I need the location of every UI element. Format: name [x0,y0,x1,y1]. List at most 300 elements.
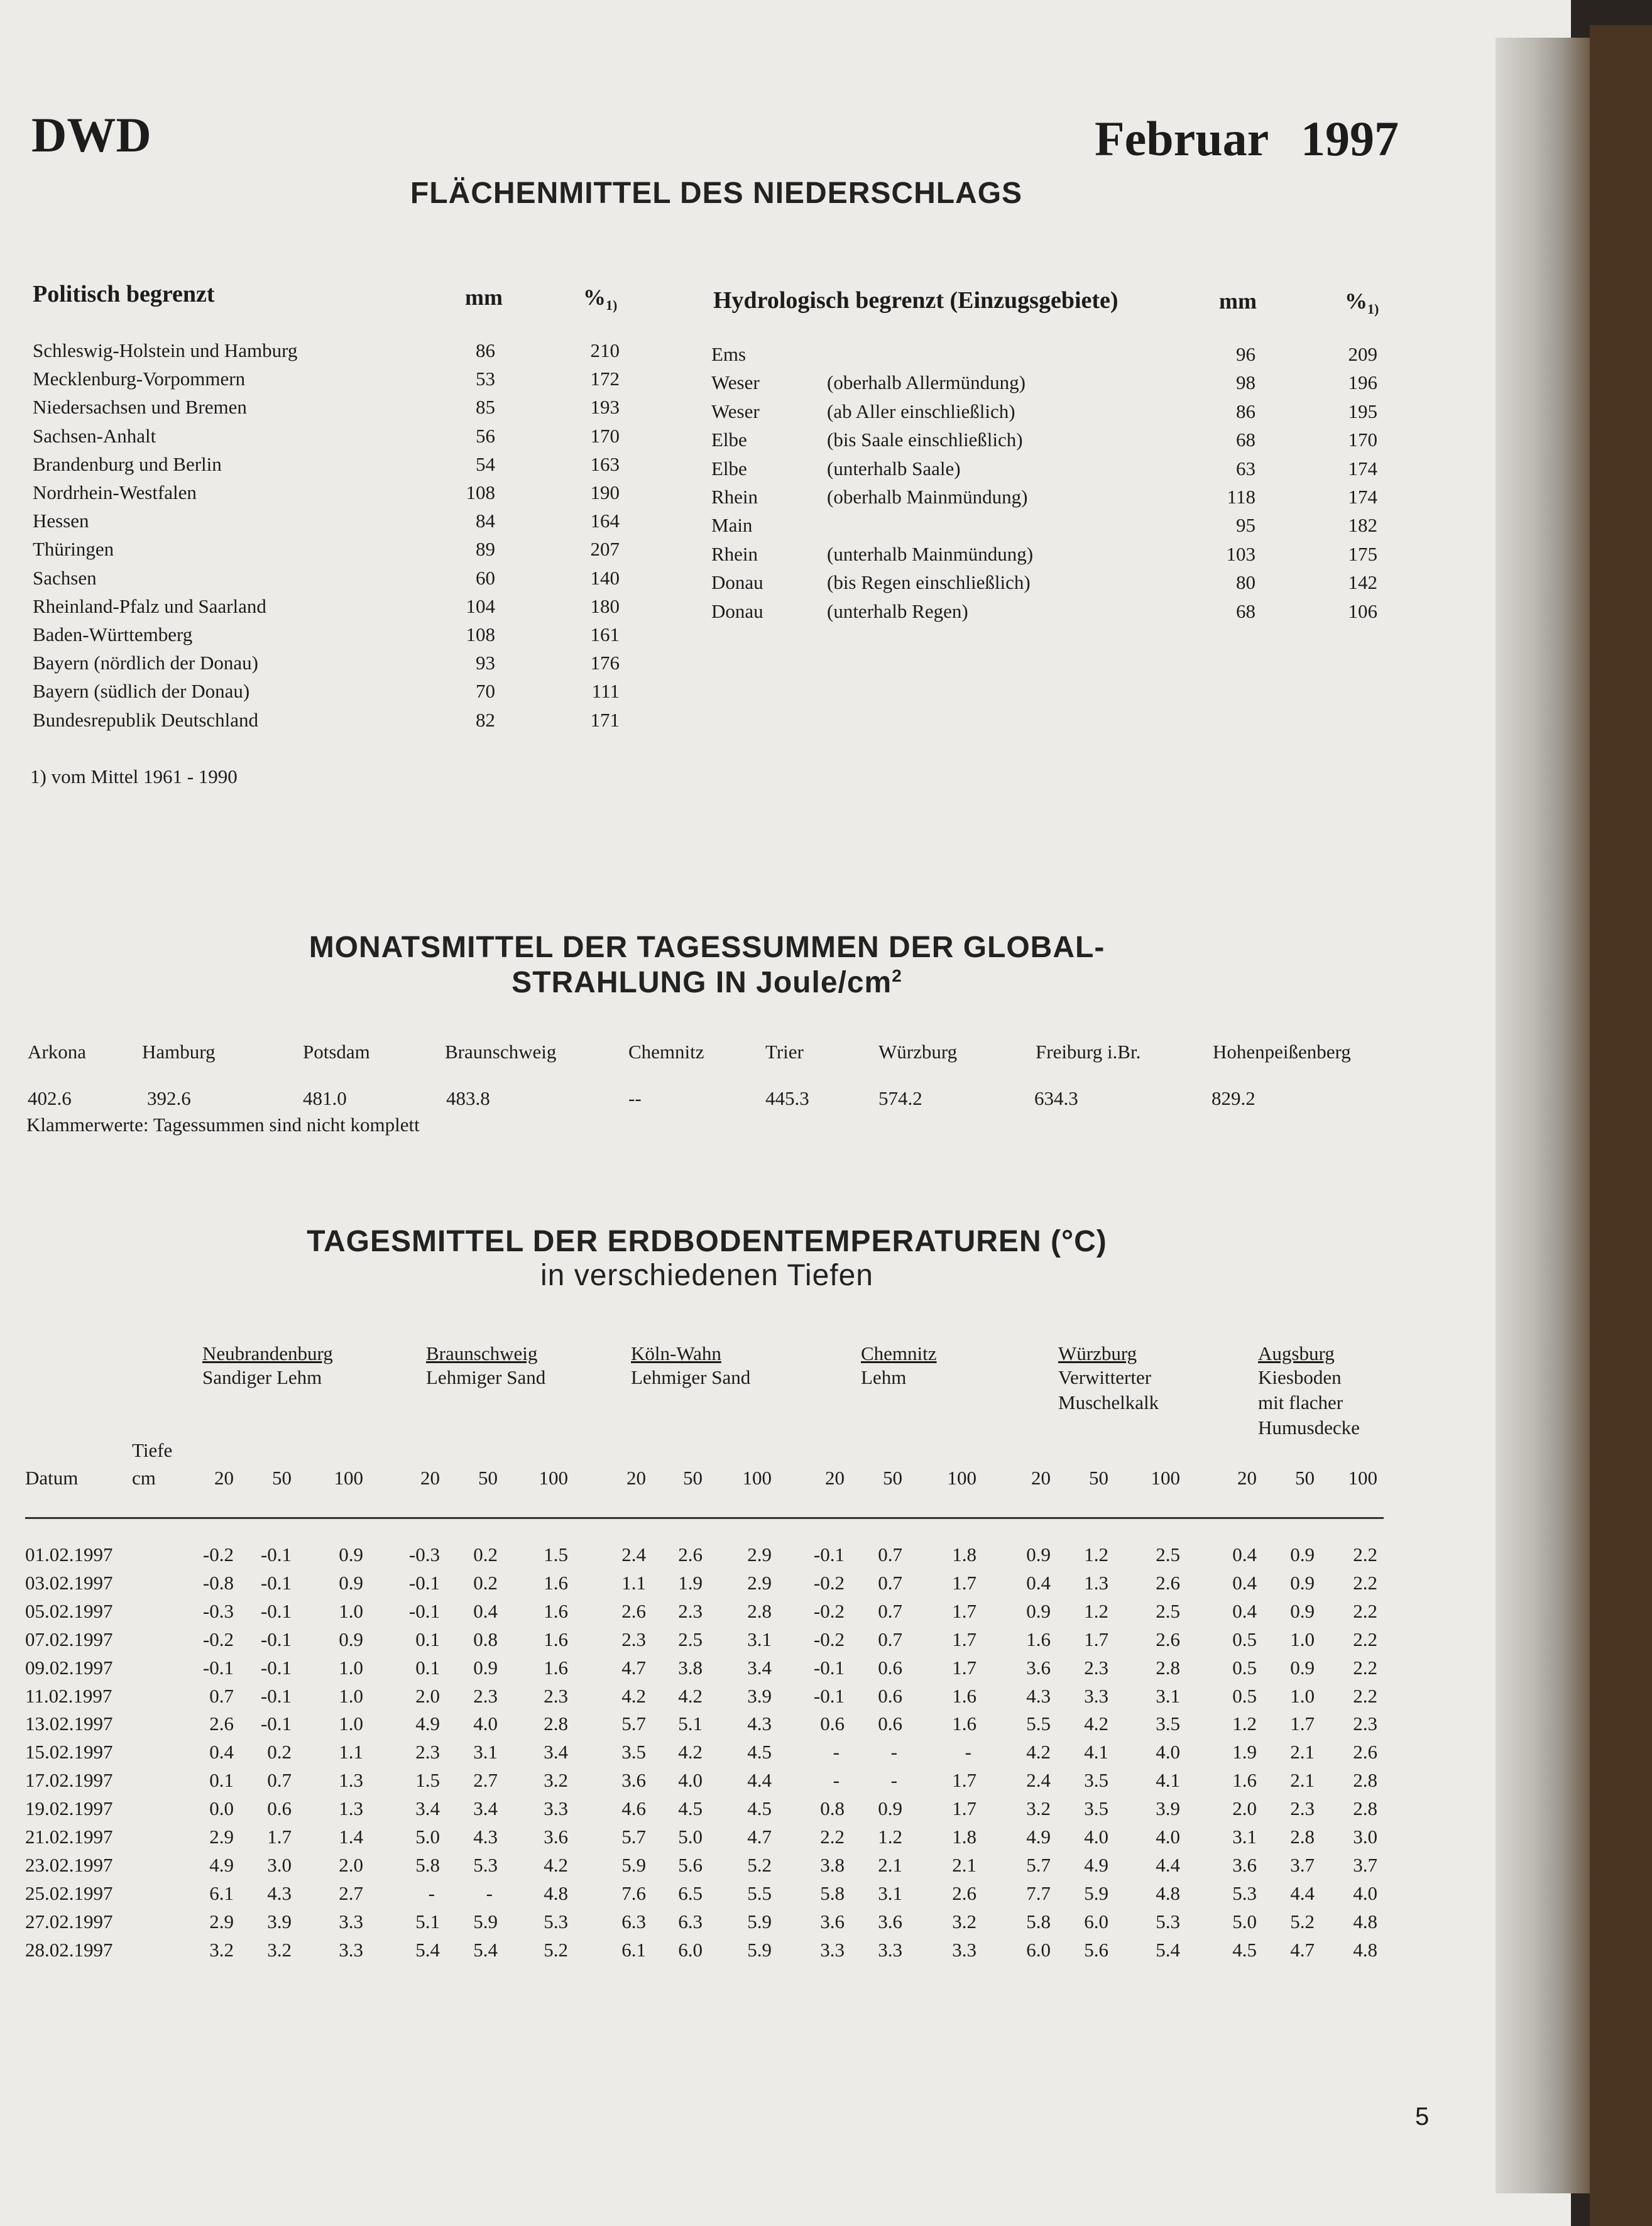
soil-temp-cell: 2.4 [621,1543,646,1565]
political-region: Schleswig-Holstein und Hamburg [33,339,298,361]
soil-date: 11.02.1997 [25,1684,112,1707]
soil-date: 27.02.1997 [25,1910,113,1933]
political-header: Politisch begrenzt [33,281,215,307]
soil-temp-cell: -0.1 [260,1684,292,1707]
political-mm: 108 [466,481,495,503]
soil-temp-cell: 3.4 [544,1741,568,1763]
hydro-mm: 95 [1236,514,1255,537]
soil-temp-cell: 4.2 [678,1684,703,1707]
soil-temp-cell: 2.7 [339,1882,363,1904]
soil-temp-cell: 2.2 [1353,1543,1377,1565]
soil-temp-cell: - [428,1882,435,1904]
soil-temp-cell: 3.7 [1353,1853,1377,1876]
soil-temp-cell: 1.7 [1084,1628,1108,1650]
soil-temp-cell: 1.6 [544,1599,568,1622]
soil-type: Muschelkalk [1058,1391,1159,1413]
soil-temp-cell: -0.1 [260,1656,292,1679]
political-pct: 176 [590,652,620,674]
soil-temp-cell: 2.3 [544,1684,568,1707]
depth-header: 50 [1089,1467,1108,1489]
soil-temp-cell: 3.2 [544,1769,568,1792]
soil-temp-cell: 4.7 [1290,1938,1315,1961]
soil-temp-cell: 0.9 [1290,1543,1315,1565]
soil-temp-cell: -0.1 [260,1571,292,1594]
global-station: Chemnitz [628,1041,704,1063]
soil-temp-cell: -0.2 [202,1543,234,1565]
hydro-mm: 98 [1236,371,1255,394]
soil-temp-cell: 0.1 [209,1769,234,1792]
soil-temp-cell: 2.8 [1156,1656,1180,1679]
hydro-mm: 68 [1236,600,1255,622]
soil-temp-cell: 6.1 [209,1882,234,1904]
soil-temp-cell: 2.8 [747,1599,772,1622]
soil-type: Kiesboden [1258,1366,1342,1388]
soil-temp-cell: 3.1 [1232,1826,1257,1848]
soil-temp-cell: 0.4 [209,1741,234,1763]
soil-temp-cell: 4.2 [678,1741,703,1763]
soil-temp-cell: 4.4 [1156,1853,1180,1876]
soil-temp-cell: 5.6 [678,1853,703,1876]
soil-temp-cell: 2.3 [1084,1656,1108,1679]
soil-temp-cell: 4.0 [678,1769,703,1792]
hydro-pct-header: $\%_{1)}$ [1345,288,1379,317]
soil-temp-cell: -0.1 [813,1543,845,1565]
soil-temp-cell: 3.9 [747,1684,772,1707]
soil-temp-cell: 2.3 [473,1684,498,1707]
global-value: -- [628,1087,642,1109]
soil-temp-cell: 1.1 [621,1571,646,1594]
political-pct: 161 [590,623,620,645]
political-pct: 111 [591,680,620,703]
political-mm: 54 [476,452,495,475]
soil-station-name: Würzburg [1058,1342,1137,1364]
soil-temp-cell: 5.1 [678,1713,703,1735]
political-mm: 82 [476,708,495,731]
soil-temp-cell: 5.3 [544,1910,568,1933]
depth-header: 50 [1295,1467,1315,1489]
political-mm: 108 [466,623,495,645]
niederschlag-title: FLÄCHENMITTEL DES NIEDERSCHLAGS [410,177,1023,210]
soil-temp-cell: 4.3 [473,1826,498,1848]
hydro-desc: (oberhalb Allermündung) [827,371,1026,394]
soil-temp-cell: 6.5 [678,1882,703,1904]
political-mm: 104 [466,595,495,617]
global-value: 574.2 [878,1087,922,1109]
soil-temp-cell: 0.9 [1026,1599,1051,1622]
soil-temp-cell: - [890,1741,897,1763]
hydro-desc: (unterhalb Saale) [827,457,961,480]
soil-temp-cell: 2.5 [1156,1543,1180,1565]
political-pct: 180 [590,595,620,617]
soil-temp-cell: 3.3 [820,1938,845,1961]
soil-temp-cell: 3.3 [952,1938,976,1961]
global-title-line2: STRAHLUNG IN Joule/$cm^2$ [511,966,902,999]
soil-temp-cell: 4.0 [1084,1826,1108,1848]
soil-temp-cell: 7.6 [621,1882,646,1904]
soil-temp-cell: 1.7 [267,1826,292,1848]
soil-temp-cell: 4.7 [621,1656,646,1679]
soil-temp-cell: 4.5 [678,1797,703,1820]
hydro-pct: 174 [1348,457,1377,480]
global-value: 481.0 [303,1087,347,1109]
hydro-pct: 209 [1348,343,1377,365]
soil-temp-cell: 5.7 [621,1826,646,1848]
header-dwd: DWD [31,107,151,162]
political-pct: 140 [590,566,620,589]
hydro-pct: 196 [1348,371,1377,394]
soil-temp-cell: 2.2 [1353,1571,1377,1594]
soil-temp-cell: 5.0 [1232,1910,1257,1933]
depth-header: 100 [334,1467,363,1489]
soil-date: 07.02.1997 [25,1628,113,1650]
soil-temp-cell: 0.6 [878,1684,902,1707]
soil-temp-cell: 1.6 [544,1656,568,1679]
soil-temp-cell: - [486,1882,493,1904]
soil-temp-cell: 0.9 [339,1628,363,1650]
soil-temp-cell: 4.2 [621,1684,646,1707]
soil-temp-cell: 0.7 [267,1769,292,1792]
soil-temp-cell: 1.1 [339,1741,363,1763]
soil-temp-cell: 3.1 [1156,1684,1180,1707]
soil-temp-cell: 2.6 [621,1599,646,1622]
soil-temp-cell: -0.1 [202,1656,234,1679]
soil-temp-cell: 1.7 [952,1656,976,1679]
soil-temp-cell: 3.6 [820,1910,845,1933]
soil-temp-cell: 0.9 [1290,1656,1315,1679]
soil-station-name: Chemnitz [861,1342,937,1364]
soil-temp-cell: 0.4 [1026,1571,1051,1594]
soil-temp-cell: 2.2 [1353,1599,1377,1622]
soil-temp-cell: 1.5 [415,1769,440,1792]
soil-temp-cell: 1.6 [952,1713,976,1735]
soil-temp-cell: 2.2 [1353,1628,1377,1650]
soil-temp-cell: 2.1 [952,1853,976,1876]
depth-header: 20 [1237,1467,1257,1489]
hydro-mm: 118 [1227,486,1255,508]
soil-temp-cell: 2.8 [544,1713,568,1735]
soil-temp-cell: 5.6 [1084,1938,1108,1961]
political-mm: 70 [476,680,495,703]
hydro-mm: 80 [1236,571,1255,594]
soil-type: Lehmiger Sand [631,1366,751,1388]
global-value: 445.3 [765,1087,809,1109]
soil-temp-cell: 1.3 [1084,1571,1108,1594]
soil-temp-cell: 2.9 [209,1826,234,1848]
global-value: 483.8 [446,1087,490,1109]
soil-temp-cell: 3.3 [339,1938,363,1961]
soil-temp-cell: 4.9 [209,1853,234,1876]
soil-temp-cell: 3.6 [544,1826,568,1848]
depth-header: 100 [1151,1467,1180,1489]
hydro-desc: (ab Aller einschließlich) [827,400,1015,422]
niederschlag-footnote: 1) vom Mittel 1961 - 1990 [30,765,238,787]
global-station: Braunschweig [445,1041,557,1063]
soil-temp-cell: 0.9 [1026,1543,1051,1565]
soil-temp-cell: 5.5 [1026,1713,1051,1735]
soil-temp-cell: 2.3 [621,1628,646,1650]
soil-temp-cell: 1.7 [952,1797,976,1820]
political-pct: 171 [590,708,620,731]
soil-temp-cell: 6.0 [1026,1938,1051,1961]
political-pct: 163 [590,452,620,475]
political-mm-header: mm [465,285,503,310]
soil-temp-cell: 5.8 [1026,1910,1051,1933]
soil-temp-cell: 2.4 [1026,1769,1051,1792]
depth-header: 50 [683,1467,703,1489]
soil-temp-cell: - [833,1769,840,1792]
soil-temp-cell: 0.9 [339,1571,363,1594]
hydro-header: Hydrologisch begrenzt (Einzugsgebiete) [713,287,1119,314]
soil-temp-cell: 5.7 [621,1713,646,1735]
political-region: Bayern (nördlich der Donau) [33,652,258,674]
soil-temp-cell: 0.9 [878,1797,902,1820]
soil-temp-cell: 3.6 [1026,1656,1051,1679]
soil-temp-cell: -0.1 [260,1543,292,1565]
header-month: Februar [1095,111,1269,166]
soil-temp-cell: 4.6 [621,1797,646,1820]
soil-temp-cell: 5.8 [415,1853,440,1876]
political-pct: 164 [590,510,620,532]
political-region: Bayern (südlich der Donau) [33,680,250,703]
soil-temp-cell: 2.2 [1353,1684,1377,1707]
soil-date: 23.02.1997 [25,1853,113,1876]
soil-temp-cell: 0.1 [415,1656,440,1679]
political-pct: 172 [590,368,620,390]
soil-temp-cell: 5.0 [678,1826,703,1848]
global-station: Arkona [28,1041,86,1063]
global-station: Trier [765,1041,804,1063]
soil-temp-cell: -0.1 [260,1628,292,1650]
soil-temp-cell: -0.1 [260,1599,292,1622]
soil-temp-cell: 0.5 [1232,1628,1257,1650]
hydro-pct: 175 [1348,542,1377,565]
soil-temp-cell: 4.4 [747,1769,772,1792]
soil-temp-cell: 2.2 [820,1826,845,1848]
political-mm: 93 [476,652,495,674]
political-mm: 56 [476,424,495,447]
soil-temp-cell: 3.1 [747,1628,772,1650]
soil-temp-cell: 4.2 [544,1853,568,1876]
soil-temp-cell: - [965,1741,971,1763]
hydro-desc: (oberhalb Mainmündung) [827,486,1028,508]
soil-temp-cell: 3.9 [1156,1797,1180,1820]
soil-temp-cell: 2.8 [1290,1826,1315,1848]
soil-temp-cell: 1.0 [1290,1628,1315,1650]
soil-temp-cell: 3.7 [1290,1853,1315,1876]
header-year: 1997 [1301,111,1399,166]
soil-temp-cell: 1.9 [1232,1741,1257,1763]
global-title-line1: MONATSMITTEL DER TAGESSUMMEN DER GLOBAL- [309,931,1105,964]
hydro-river: Elbe [711,429,747,451]
soil-temp-cell: -0.1 [408,1599,440,1622]
soil-temp-cell: - [890,1769,897,1792]
soil-temp-cell: 3.2 [1026,1797,1051,1820]
soil-temp-cell: 1.9 [678,1571,703,1594]
hydro-river: Donau [711,600,763,622]
hydro-desc: (unterhalb Regen) [827,600,968,622]
soil-temp-cell: 5.3 [473,1853,498,1876]
soil-temp-cell: 1.7 [952,1599,976,1622]
soil-temp-cell: -0.1 [813,1684,845,1707]
hydro-pct: 182 [1348,514,1377,537]
hydro-pct: 174 [1348,486,1377,508]
soil-temp-cell: 2.2 [1353,1656,1377,1679]
soil-temp-cell: 5.7 [1026,1853,1051,1876]
soil-temp-cell: -0.1 [260,1713,292,1735]
global-value: 829.2 [1212,1087,1255,1109]
soil-temp-cell: 6.0 [1084,1910,1108,1933]
soil-temp-cell: 2.3 [1290,1797,1315,1820]
depth-header: 50 [272,1467,292,1489]
soil-temp-cell: 5.2 [747,1853,772,1876]
soil-temp-cell: 5.2 [544,1938,568,1961]
hydro-desc: (unterhalb Mainmündung) [827,542,1034,565]
soil-temp-cell: 3.8 [678,1656,703,1679]
political-region: Nordrhein-Westfalen [33,481,197,503]
soil-temp-cell: 2.0 [415,1684,440,1707]
political-region: Hessen [33,510,89,532]
soil-temp-cell: 3.5 [1084,1769,1108,1792]
soil-temp-cell: 0.1 [415,1628,440,1650]
soil-temp-cell: -0.2 [813,1599,845,1622]
soil-temp-cell: 5.4 [415,1938,440,1961]
political-pct: 193 [590,396,620,419]
soil-temp-cell: 1.2 [1084,1543,1108,1565]
soil-type: Sandiger Lehm [202,1366,322,1388]
soil-temp-cell: 4.5 [747,1797,772,1820]
soil-temp-cell: 3.4 [473,1797,498,1820]
hydro-river: Rhein [711,542,758,565]
soil-type: Lehmiger Sand [426,1366,546,1388]
political-region: Brandenburg und Berlin [33,452,222,475]
political-region: Thüringen [33,538,114,561]
soil-temp-cell: 0.9 [1290,1599,1315,1622]
soil-date: 19.02.1997 [25,1797,113,1820]
soil-temp-cell: 4.8 [1353,1938,1377,1961]
soil-temp-cell: 1.8 [952,1826,976,1848]
soil-temp-cell: 4.3 [1026,1684,1051,1707]
soil-station-name: Augsburg [1258,1342,1335,1364]
soil-temp-cell: 0.4 [1232,1571,1257,1594]
soil-temp-cell: 6.0 [678,1938,703,1961]
soil-temp-cell: 0.7 [878,1571,902,1594]
soil-temp-cell: 1.2 [1084,1599,1108,1622]
soil-temp-cell: 4.2 [1026,1741,1051,1763]
soil-temp-cell: 0.9 [1290,1571,1315,1594]
soil-temp-cell: 5.9 [747,1938,772,1961]
depth-header: 100 [1348,1467,1377,1489]
soil-temp-cell: 1.6 [544,1571,568,1594]
soil-temp-cell: 4.9 [1026,1826,1051,1848]
soil-date: 28.02.1997 [25,1938,113,1961]
soil-temp-cell: 4.0 [1156,1826,1180,1848]
soil-temp-cell: 5.1 [415,1910,440,1933]
soil-temp-cell: 3.5 [621,1741,646,1763]
soil-date: 21.02.1997 [25,1826,113,1848]
soil-temp-cell: 5.2 [1290,1910,1315,1933]
soil-temp-cell: 1.7 [952,1628,976,1650]
soil-temp-cell: 1.6 [1232,1769,1257,1792]
political-mm: 60 [476,566,495,589]
soil-temp-cell: 2.6 [1353,1741,1377,1763]
soil-temp-cell: 2.6 [1156,1628,1180,1650]
soil-temp-cell: 2.5 [1156,1599,1180,1622]
soil-temp-cell: 4.8 [544,1882,568,1904]
political-region: Bundesrepublik Deutschland [33,708,259,731]
soil-temp-cell: 4.2 [1084,1713,1108,1735]
soil-temp-cell: 2.3 [678,1599,703,1622]
depth-header: 20 [420,1467,440,1489]
soil-station-name: Neubrandenburg [202,1342,333,1364]
soil-temp-cell: 4.5 [747,1741,772,1763]
soil-temp-cell: 6.1 [621,1938,646,1961]
political-mm: 85 [476,396,495,419]
soil-temp-cell: 0.5 [1232,1684,1257,1707]
soil-date: 03.02.1997 [25,1571,113,1594]
global-value: 402.6 [28,1087,72,1109]
page-edges [1496,38,1590,2193]
soil-temp-cell: 0.2 [473,1543,498,1565]
soil-date: 13.02.1997 [25,1713,113,1735]
soil-temp-cell: 5.3 [1156,1910,1180,1933]
soil-temp-cell: 4.5 [1232,1938,1257,1961]
soil-temp-cell: 4.9 [415,1713,440,1735]
soil-temp-cell: 5.3 [1232,1882,1257,1904]
hydro-river: Weser [711,371,760,394]
soil-temp-cell: 5.9 [747,1910,772,1933]
soil-station-name: Braunschweig [426,1342,538,1364]
soil-temp-cell: 1.4 [339,1826,363,1848]
hydro-desc: (bis Saale einschließlich) [827,429,1023,451]
soil-temp-cell: -0.1 [408,1571,440,1594]
soil-temp-cell: 0.6 [820,1713,845,1735]
hydro-mm: 86 [1236,400,1255,422]
political-mm: 89 [476,538,495,561]
soil-temp-cell: 4.7 [747,1826,772,1848]
soil-temp-cell: 2.0 [339,1853,363,1876]
soil-temp-cell: -0.3 [202,1599,234,1622]
soil-temp-cell: 0.7 [878,1628,902,1650]
soil-temp-cell: 3.4 [747,1656,772,1679]
soil-temp-cell: 0.4 [473,1599,498,1622]
soil-temp-cell: 2.5 [678,1628,703,1650]
global-note: Klammerwerte: Tagessummen sind nicht komplett [26,1114,420,1136]
soil-temp-cell: 0.6 [267,1797,292,1820]
soil-temp-cell: 0.4 [1232,1599,1257,1622]
global-station: Potsdam [303,1041,370,1063]
soil-temp-cell: 0.8 [473,1628,498,1650]
hydro-river: Main [711,514,753,537]
soil-temp-cell: 3.2 [952,1910,976,1933]
soil-type: Lehm [861,1366,907,1388]
soil-temp-cell: 2.1 [1290,1741,1315,1763]
soil-temp-cell: 3.8 [820,1853,845,1876]
soil-temp-cell: 3.5 [1084,1797,1108,1820]
soil-temp-cell: 2.9 [209,1910,234,1933]
soil-date: 25.02.1997 [25,1882,113,1904]
soil-temp-cell: 1.7 [1290,1713,1315,1735]
soil-temp-cell: 0.9 [473,1656,498,1679]
hydro-pct: 106 [1348,600,1377,622]
soil-temp-cell: 2.6 [1156,1571,1180,1594]
soil-temp-cell: 2.9 [747,1571,772,1594]
soil-temp-cell: 3.3 [1084,1684,1108,1707]
soil-temp-cell: - [833,1741,840,1763]
soil-date: 05.02.1997 [25,1599,113,1622]
soil-temp-cell: 4.3 [747,1713,772,1735]
soil-temp-cell: 1.3 [339,1797,363,1820]
soil-temp-cell: 5.4 [1156,1938,1180,1961]
